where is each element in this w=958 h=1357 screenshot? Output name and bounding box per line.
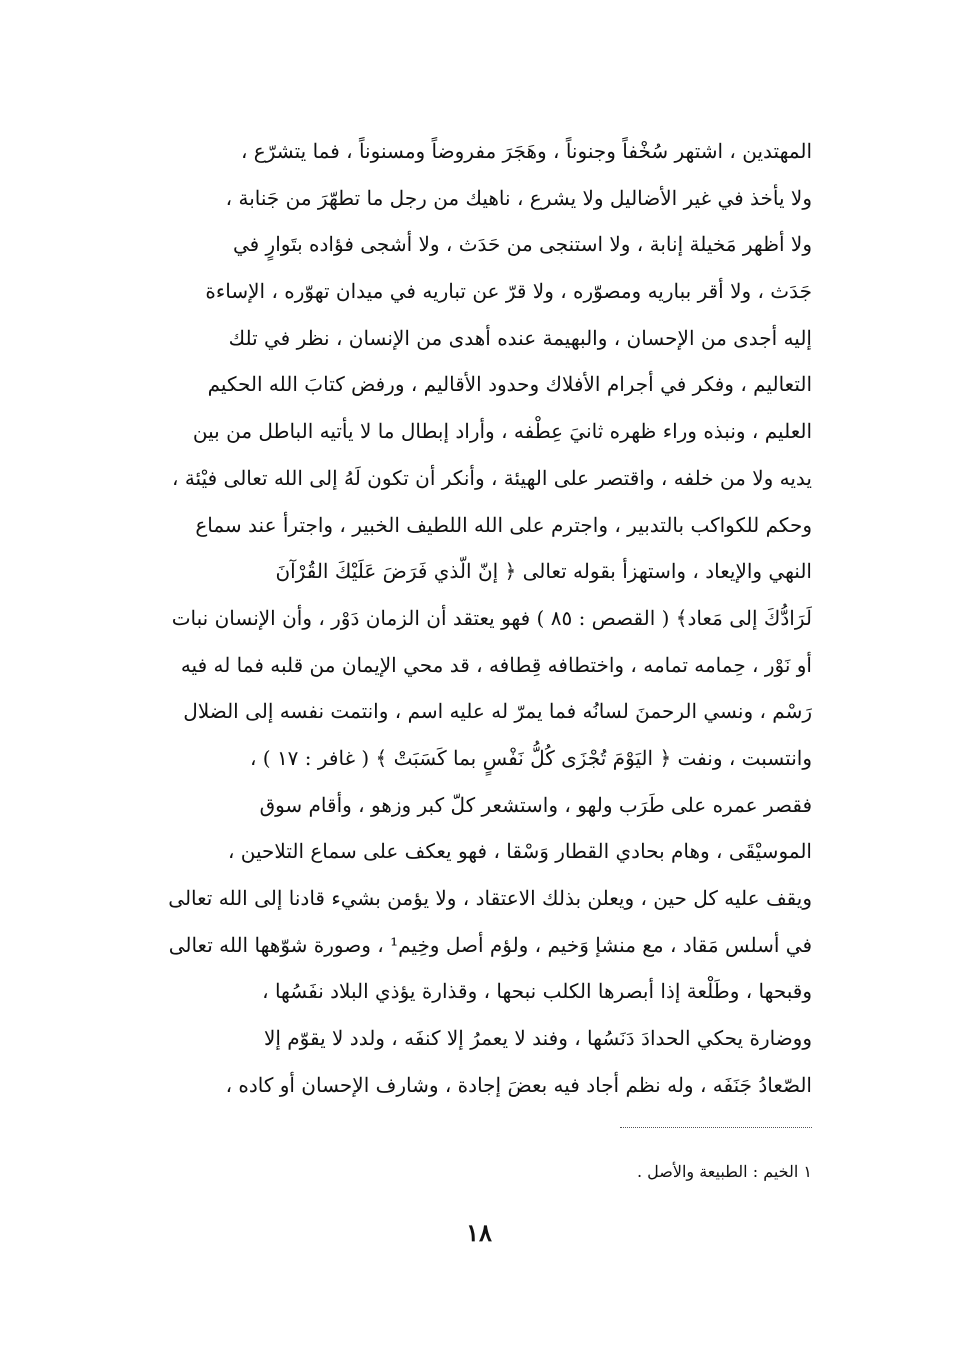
page-number: ١٨: [466, 1218, 492, 1247]
text-line: الصّعادُ جَنَفَه ، وله نظم أجاد فيه بعضَ إجادة ، وشارف الإحسان أو كاده ،: [225, 1072, 812, 1097]
text-line: التعاليم ، وفكر في أجرام الأفلاك وحدود الأقاليم ، ورفض كتابَ الله الحكيم: [207, 372, 812, 397]
text-line: ولا أظهر مَخيلة إنابة ، ولا استنجى من حَدَث ، ولا أشجى فؤاده بتَوارٍ في: [232, 232, 812, 257]
text-line: وقبحها ، وطَلْعة إذا أبصرها الكلب نبحها ، وقذارة يؤذي البلاد نفَسُها ،: [262, 979, 812, 1004]
body-text: [100, 128, 812, 1108]
text-line: إليه أجدى من الإحسان ، والبهيمة عنده أهدى من الإنسان ، نظر في تلك: [228, 325, 812, 350]
text-line: ووضارة يحكي الحدادَ دَنَسُها ، وفند لا يعمرُ إلا كنفَه ، ولدد لا يقوّم إلا: [263, 1026, 812, 1051]
text-line: المهتدين ، اشتهر سُخْفاً وجنوناً ، وهَجَرَ مفروضاً ومسنوناً ، فما يتشرّع ،: [240, 139, 812, 163]
text-line: لَرَادُّكَ إلى مَعاد﴾ ( القصص : ٨٥ ) فهو يعتقد أن الزمان دَوْر ، وأن الإنسان نبات: [171, 605, 812, 630]
text-line: الموسيْقَى ، وهام بحادي القطار وَسْقا ، فهو يعكف على سماع التلاحين ،: [227, 839, 812, 864]
footnote-divider: [620, 1127, 812, 1128]
text-line: فقصر عمره على طَرَب ولهو ، واستشعر كلّ كبر وزهو ، وأقام سوق: [259, 792, 812, 817]
text-line: ويقف عليه كل حين ، ويعلن بذلك الاعتقاد ، ولا يؤمن بشيء قادنا إلى الله تعالى: [168, 886, 812, 910]
text-line: ولا يأخذ في غير الأضاليل ولا يشرع ، ناهيك من رجل ما تطهّرَ من جَنابة ،: [225, 185, 812, 210]
text-line: وانتسبت ، ونفت ﴿ اليَوْمَ تُجْزَى كُلُّ نَفْسٍ بما كَسَبَتْ ﴾ ( غافر : ١٧ ) ،: [249, 745, 812, 770]
text-line: وحكم للكواكب بالتدبير ، واجترم على الله اللطيف الخبير ، واجترأ عند سماع: [195, 512, 812, 537]
text-line: جَدَث ، ولا أقر بباريه ومصوّره ، ولا قرّ عن تباريه في ميدان تهوّره ، الإساءة: [205, 279, 812, 304]
text-line: في أسلس مَقاد ، مع منشإ وَخيم ، ولؤم أصل وخِيم¹ ، وصورة شوّهها الله تعالى: [168, 932, 812, 957]
text-line: النهي والإيعاد ، واستهزأ بقوله تعالى ﴿ إنّ الّذي فَرَضَ عَلَيْكَ القُرْآنَ: [275, 559, 812, 584]
text-line: رَسْم ، ونسي الرحمنَ لسانُه فما يمرّ له عليه اسم ، وانتمت نفسه إلى الضلال: [183, 699, 812, 724]
footnote: ١ الخيم : الطبيعة والأصل .: [636, 1162, 812, 1181]
text-line: أو نَوْر ، حِمامه تمامه ، واختطافه قِطافه ، قد محي الإيمان من قلبه فما له فيه: [180, 652, 812, 677]
text-line: يديه ولا من خلفه ، واقتصر على الهيئة ، وأنكر أن تكون لَهُ إلى الله تعالى فيْئة ،: [172, 465, 812, 490]
text-line: العليم ، ونبذه وراء ظهره ثانيَ عِطْفه ، وأراد إبطال ما لا يأتيه الباطل من بين: [192, 419, 812, 444]
